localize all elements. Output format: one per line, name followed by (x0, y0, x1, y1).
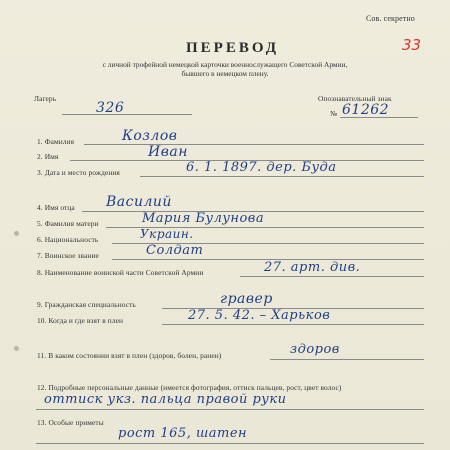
field-label-birth: 3. Дата и место рождения (37, 168, 120, 177)
field-value-birth: 6. 1. 1897. дер. Буда (186, 160, 337, 175)
camp-value: 326 (96, 100, 125, 116)
field-value-captured: 27. 5. 42. – Харьков (188, 308, 331, 323)
field-value-unit: 27. арт. див. (264, 260, 361, 275)
field-label-rank: 7. Воинское звание (37, 251, 99, 260)
field-underline (62, 114, 192, 115)
field-label-nationality: 6. Национальность (37, 235, 99, 244)
field-value-father-name: Василий (106, 194, 172, 210)
field-label-personal-data: 12. Подробные персональные данные (имеется фотография, оттиск пальцев, рост, цвет волос) (37, 383, 342, 392)
field-label-civil-profession: 9. Гражданская специальность (37, 300, 136, 309)
field-label-surname: 1. Фамилия (37, 137, 75, 146)
field-underline (36, 443, 424, 444)
field-underline (36, 409, 424, 410)
id-tag-label: Опознавательный знак (318, 94, 392, 103)
field-value-nationality: Украин. (140, 227, 194, 241)
document-title: ПЕРЕВОД (186, 40, 280, 56)
field-value-surname: Козлов (122, 128, 178, 144)
field-label-father-name: 4. Имя отца (37, 203, 75, 212)
field-underline (84, 144, 424, 145)
id-tag-prefix: № (330, 109, 338, 118)
field-label-special-marks: 13. Особые приметы (37, 418, 104, 427)
field-value-condition: здоров (290, 342, 340, 357)
field-underline (140, 176, 424, 177)
document-subtitle (40, 60, 410, 78)
field-value-mother-surname: Мария Булунова (142, 211, 265, 226)
field-label-first-name: 2. Имя (37, 152, 59, 161)
punch-hole-mark (14, 346, 19, 351)
field-label-unit: 8. Наименование воинской части Советской Армии (37, 268, 204, 277)
field-label-condition: 11. В каком состоянии взят в плен (здоров, болен, ранен) (37, 351, 222, 360)
field-underline (240, 276, 424, 277)
field-label-captured: 10. Когда и где взят в плен (37, 316, 124, 325)
field-value-first-name: Иван (148, 144, 188, 160)
field-underline (162, 324, 424, 325)
field-value-civil-profession: гравер (220, 291, 273, 307)
field-value-personal-data: оттиск укз. пальца правой руки (44, 392, 287, 407)
subtitle-line: с личной трофейной немецкой карточки военнослужащего Советской Армии, (102, 60, 348, 69)
camp-label: Лагерь (34, 94, 57, 103)
subtitle-line: бывшего в немецком плену. (181, 69, 269, 78)
page-number: 33 (402, 36, 422, 54)
field-underline (270, 359, 424, 360)
field-underline (340, 117, 418, 118)
field-value-rank: Солдат (146, 243, 204, 258)
field-value-special-marks: рост 165, шатен (118, 426, 248, 441)
id-tag-value: 61262 (342, 102, 390, 118)
punch-hole-mark (14, 231, 19, 236)
field-label-mother-surname: 5. Фамилия матери (37, 219, 99, 228)
classification-stamp: Сов. секретно (366, 14, 415, 23)
